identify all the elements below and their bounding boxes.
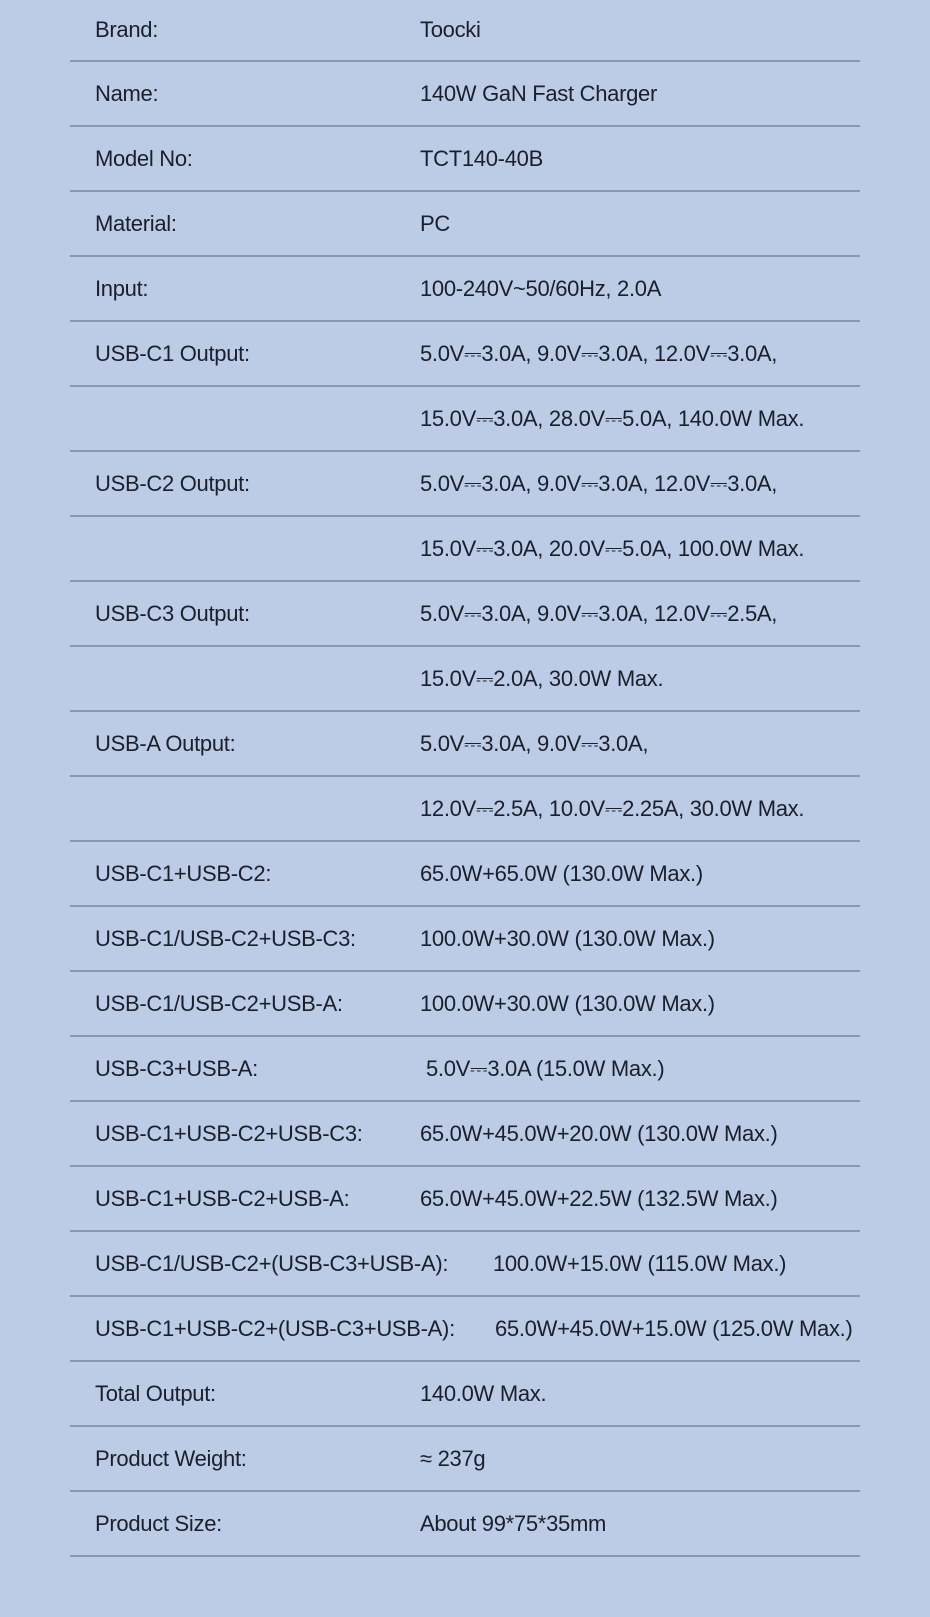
spec-label: USB-C1+USB-C2+(USB-C3+USB-A): <box>95 1315 455 1341</box>
spec-label: Brand: <box>95 17 159 42</box>
spec-label: Model No: <box>95 145 193 171</box>
spec-row-usb-c2-output <box>70 452 860 517</box>
spec-row-c1c2-c3 <box>70 907 860 972</box>
spec-value: 5.0V⎓3.0A, 9.0V⎓3.0A, 12.0V⎓3.0A, <box>420 470 778 496</box>
spec-value: 65.0W+45.0W+15.0W (125.0W Max.) <box>495 1315 853 1341</box>
spec-value: 12.0V⎓2.5A, 10.0V⎓2.25A, 30.0W Max. <box>420 795 805 821</box>
spec-label: USB-C3 Output: <box>95 600 250 626</box>
spec-label: USB-C1+USB-C2: <box>95 860 272 886</box>
spec-row-size <box>70 1492 860 1557</box>
spec-label: Product Weight: <box>95 1445 247 1471</box>
spec-table <box>70 0 860 1557</box>
spec-value: ≈ 237g <box>420 1445 486 1471</box>
spec-value: 5.0V⎓3.0A, 9.0V⎓3.0A, 12.0V⎓2.5A, <box>420 600 778 626</box>
spec-row-weight <box>70 1427 860 1492</box>
spec-label: USB-C1/USB-C2+USB-A: <box>95 990 343 1016</box>
spec-label: USB-C1/USB-C2+USB-C3: <box>95 925 356 951</box>
spec-value: TCT140-40B <box>420 145 543 171</box>
spec-row-c1-c2 <box>70 842 860 907</box>
spec-value: 65.0W+45.0W+22.5W (132.5W Max.) <box>420 1185 778 1211</box>
spec-row-c1-c2-c3 <box>70 1102 860 1167</box>
spec-label: USB-C2 Output: <box>95 470 250 496</box>
spec-value: 15.0V⎓3.0A, 28.0V⎓5.0A, 140.0W Max. <box>420 405 805 431</box>
spec-value: 5.0V⎓3.0A, 9.0V⎓3.0A, 12.0V⎓3.0A, <box>420 340 778 366</box>
spec-row-c3-a <box>70 1037 860 1102</box>
spec-row-material <box>70 192 860 257</box>
spec-row-usb-c1-output <box>70 322 860 387</box>
spec-row-input <box>70 257 860 322</box>
spec-row-total-output <box>70 1362 860 1427</box>
spec-row-usb-a-output-cont <box>70 777 860 842</box>
spec-value: Toocki <box>420 17 481 42</box>
spec-label: Name: <box>95 80 159 106</box>
spec-value: PC <box>420 210 450 236</box>
spec-row-brand <box>70 0 860 62</box>
spec-row-c1c2-a <box>70 972 860 1037</box>
spec-value: 65.0W+45.0W+20.0W (130.0W Max.) <box>420 1120 778 1146</box>
spec-row-usb-a-output <box>70 712 860 777</box>
spec-row-usb-c3-output <box>70 582 860 647</box>
spec-value: 15.0V⎓2.0A, 30.0W Max. <box>420 665 664 691</box>
spec-label: Input: <box>95 275 149 301</box>
spec-label: USB-C1+USB-C2+USB-C3: <box>95 1120 363 1146</box>
spec-row-name <box>70 62 860 127</box>
spec-label: Material: <box>95 210 177 236</box>
spec-row-c1-c2-c3a <box>70 1297 860 1362</box>
spec-value: 5.0V⎓3.0A, 9.0V⎓3.0A, <box>420 730 649 756</box>
spec-label: USB-C3+USB-A: <box>95 1055 258 1081</box>
spec-label: Product Size: <box>95 1510 222 1536</box>
spec-value: 5.0V⎓3.0A (15.0W Max.) <box>426 1055 665 1081</box>
spec-value: 100.0W+30.0W (130.0W Max.) <box>420 990 715 1016</box>
spec-row-usb-c3-output-cont <box>70 647 860 712</box>
spec-value: 100.0W+15.0W (115.0W Max.) <box>493 1250 787 1276</box>
spec-label: Total Output: <box>95 1380 216 1406</box>
spec-row-model <box>70 127 860 192</box>
spec-value: 100.0W+30.0W (130.0W Max.) <box>420 925 715 951</box>
spec-value: About 99*75*35mm <box>420 1510 606 1536</box>
spec-row-c1-c2-a <box>70 1167 860 1232</box>
spec-label: USB-C1/USB-C2+(USB-C3+USB-A): <box>95 1250 449 1276</box>
spec-value: 100-240V~50/60Hz, 2.0A <box>420 275 662 301</box>
spec-label: USB-C1 Output: <box>95 340 250 366</box>
spec-row-usb-c2-output-cont <box>70 517 860 582</box>
spec-row-usb-c1-output-cont <box>70 387 860 452</box>
spec-label: USB-A Output: <box>95 730 236 756</box>
spec-value: 15.0V⎓3.0A, 20.0V⎓5.0A, 100.0W Max. <box>420 535 805 561</box>
spec-value: 140.0W Max. <box>420 1380 547 1406</box>
spec-row-c1c2-c3a <box>70 1232 860 1297</box>
spec-value: 140W GaN Fast Charger <box>420 80 658 106</box>
spec-value: 65.0W+65.0W (130.0W Max.) <box>420 860 703 886</box>
spec-label: USB-C1+USB-C2+USB-A: <box>95 1185 350 1211</box>
